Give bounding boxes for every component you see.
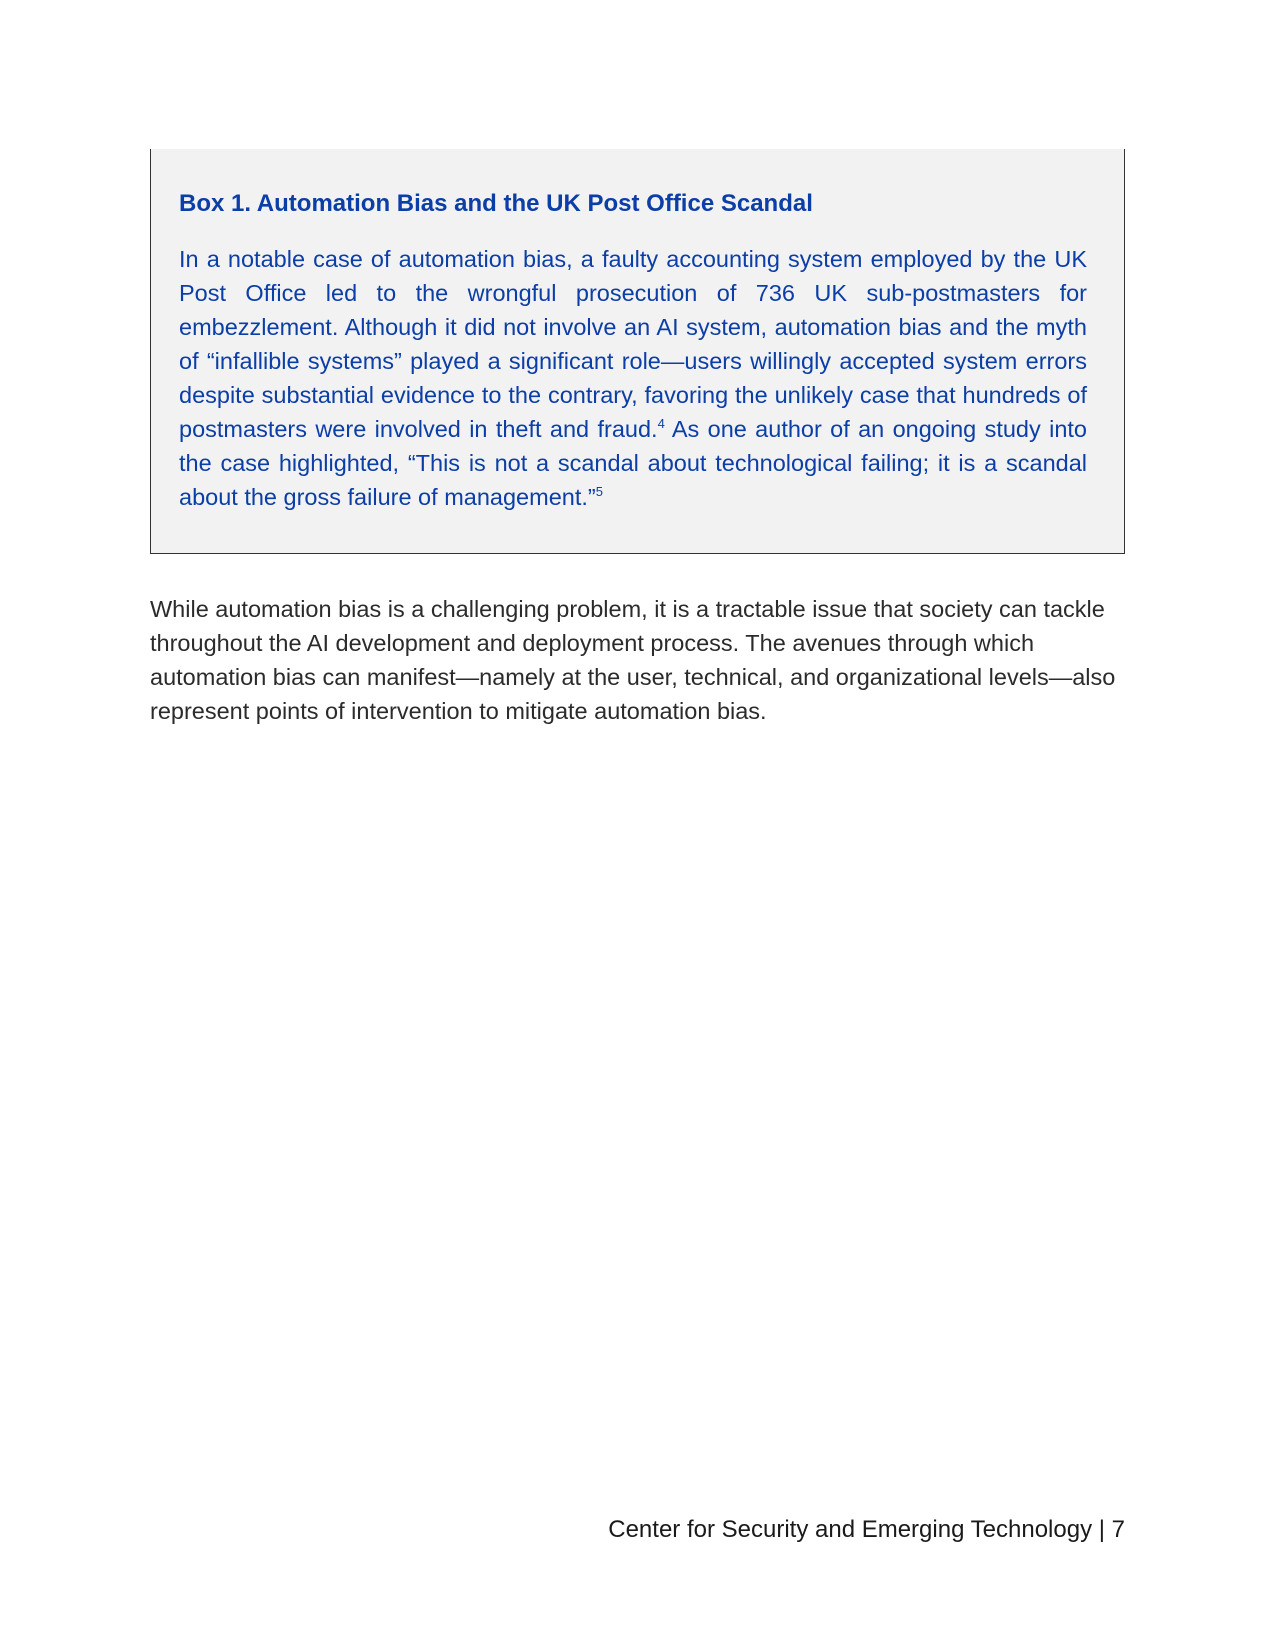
body-paragraph: While automation bias is a challenging problem, it is a tractable issue that society can tackle throughout the AI development and deployment process. The avenues through which automation bias can manifest—namely at the user, technical, and organizational levels—also represent points of intervention to mitigate automation bias. xyxy=(150,596,1116,724)
page-footer: Center for Security and Emerging Technology | 7 xyxy=(608,1516,1125,1543)
box-body-text-1: In a notable case of automation bias, a faulty accounting system employed by the UK Post Office led to the wrongful prosecution of 736 UK sub-postmasters for embezzlement. Although it did not involve an AI system, automation bias and the myth of “infallible systems” played a significant role—users willingly accepted system errors despite substantial evidence to the contrary, favoring the unlikely case that hundreds of postmasters were involved in theft and fraud. xyxy=(179,246,1087,442)
footnote-marker-5[interactable]: 5 xyxy=(595,484,603,500)
sidebar-box xyxy=(150,149,1125,554)
footnote-marker-4[interactable]: 4 xyxy=(657,416,665,432)
box-title: Box 1. Automation Bias and the UK Post Office Scandal xyxy=(179,190,813,217)
box-body xyxy=(179,242,1087,514)
box-body-text-2: As one author of an ongoing study into the case highlighted, “This is not a scandal about technological failing; it is a scandal about the gross failure of management.” xyxy=(179,416,1087,510)
